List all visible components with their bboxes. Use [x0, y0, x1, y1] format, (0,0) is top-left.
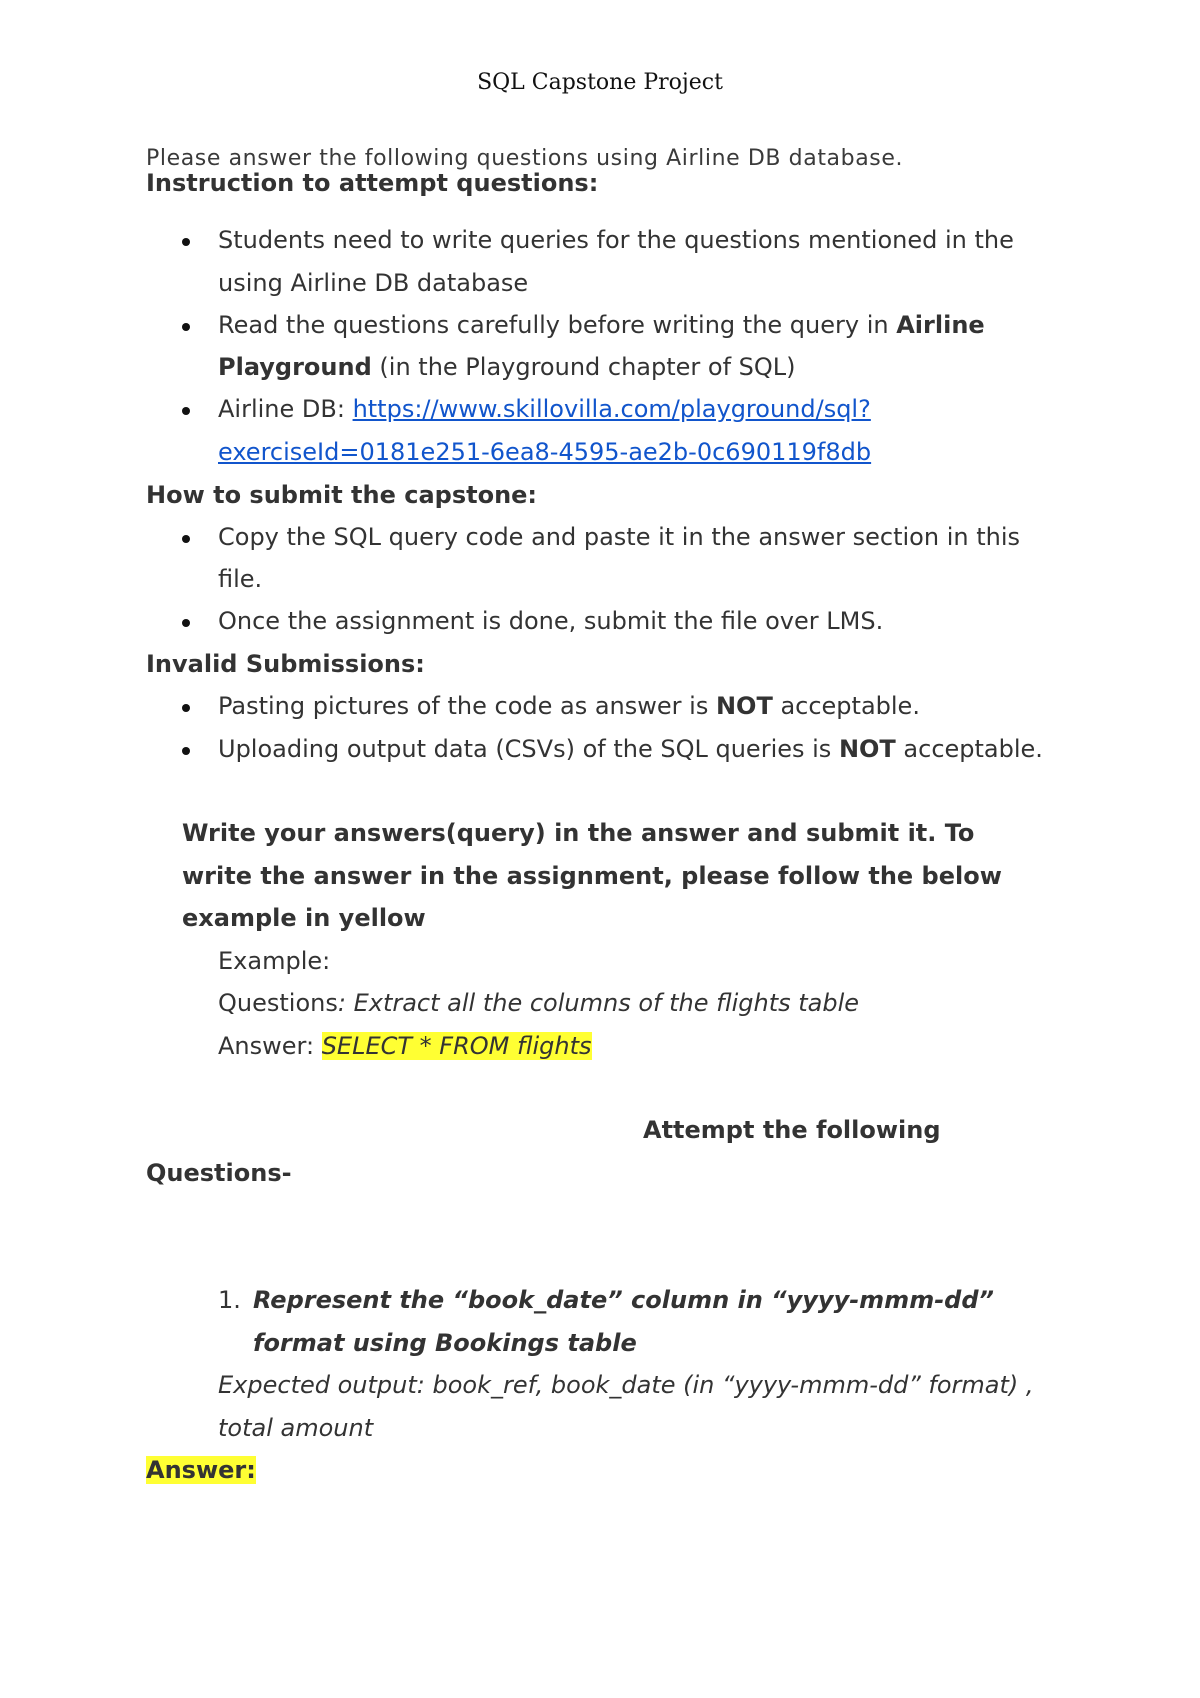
invalid-heading: Invalid Submissions:: [146, 650, 425, 678]
example-answer-highlight: SELECT * FROM flights: [321, 1032, 592, 1060]
example-answer-label: Answer:: [218, 1032, 322, 1060]
example-question: [218, 988, 859, 1018]
invalid-bullet-2-not: NOT: [838, 735, 896, 763]
instruction-bullet-3-line-2: [218, 437, 871, 467]
question-1-answer-label: [146, 1455, 256, 1485]
example-answer: [218, 1031, 592, 1061]
attempt-heading-line-1: Attempt the following: [643, 1116, 941, 1144]
bullet-icon: [182, 323, 190, 331]
intro-text: Please answer the following questions using Airline DB database.: [146, 146, 904, 171]
invalid-bullet-1: [218, 691, 920, 721]
bullet-icon: [182, 535, 190, 543]
instruction-bullet-1-line-2: using Airline DB database: [218, 269, 529, 297]
instruction-bullet-2-line-1: [218, 310, 985, 340]
invalid-bullet-1-not: NOT: [715, 692, 773, 720]
question-1-line-2: format using Bookings table: [253, 1329, 637, 1357]
invalid-bullet-2-post: acceptable.: [895, 735, 1043, 763]
submit-bullet-1-line-1: Copy the SQL query code and paste it in the answer section in this: [218, 523, 1021, 551]
instruction-bullet-2-bold-2: Playground: [218, 353, 372, 381]
bullet-icon: [182, 747, 190, 755]
bullet-icon: [182, 619, 190, 627]
airline-db-label: Airline DB:: [218, 395, 353, 423]
instruction-bullet-2-bold: Airline: [896, 311, 985, 339]
submit-bullet-1-line-2: file.: [218, 565, 263, 593]
write-instruction-line-2: write the answer in the assignment, please follow the below: [182, 862, 1002, 890]
write-instruction-line-1: Write your answers(query) in the answer and submit it. To: [182, 819, 975, 847]
submit-heading: How to submit the capstone:: [146, 481, 538, 509]
instruction-bullet-2-text: Read the questions carefully before writing the query in: [218, 311, 897, 339]
question-1-expected-line-2: total amount: [218, 1414, 374, 1442]
question-1-expected-line-1: Expected output: book_ref, book_date (in “yyyy-mmm-dd” format) ,: [218, 1371, 1034, 1399]
submit-bullet-2: Once the assignment is done, submit the file over LMS.: [218, 607, 884, 635]
invalid-bullet-1-pre: Pasting pictures of the code as answer is: [218, 692, 716, 720]
question-1-number: 1.: [218, 1286, 241, 1314]
invalid-bullet-2-pre: Uploading output data (CSVs) of the SQL queries is: [218, 735, 839, 763]
page-title: SQL Capstone Project: [477, 70, 723, 95]
airline-db-link[interactable]: https://www.skillovilla.com/playground/sql?: [352, 395, 871, 423]
invalid-bullet-2: [218, 734, 1043, 764]
question-1-line-1: Represent the “book_date” column in “yyyy-mmm-dd”: [253, 1286, 994, 1314]
bullet-icon: [182, 704, 190, 712]
instruction-bullet-2-rest: (in the Playground chapter of SQL): [371, 353, 796, 381]
instruction-bullet-1-line-1: Students need to write queries for the questions mentioned in the: [218, 226, 1014, 254]
write-instruction-line-3: example in yellow: [182, 904, 426, 932]
example-question-label: Questions: [218, 989, 338, 1017]
instruction-bullet-3-line-1: [218, 394, 871, 424]
bullet-icon: [182, 238, 190, 246]
instruction-bullet-2-line-2: [218, 352, 796, 382]
example-question-colon: :: [337, 989, 346, 1017]
bullet-icon: [182, 407, 190, 415]
answer-highlight: Answer:: [146, 1456, 256, 1484]
example-label: Example:: [218, 947, 331, 975]
example-question-text: Extract all the columns of the flights table: [345, 989, 860, 1017]
invalid-bullet-1-post: acceptable.: [772, 692, 920, 720]
airline-db-link-cont[interactable]: exerciseId=0181e251-6ea8-4595-ae2b-0c690119f8db: [218, 438, 872, 466]
instruction-heading: Instruction to attempt questions:: [146, 169, 599, 197]
attempt-heading-line-2: Questions-: [146, 1159, 292, 1187]
